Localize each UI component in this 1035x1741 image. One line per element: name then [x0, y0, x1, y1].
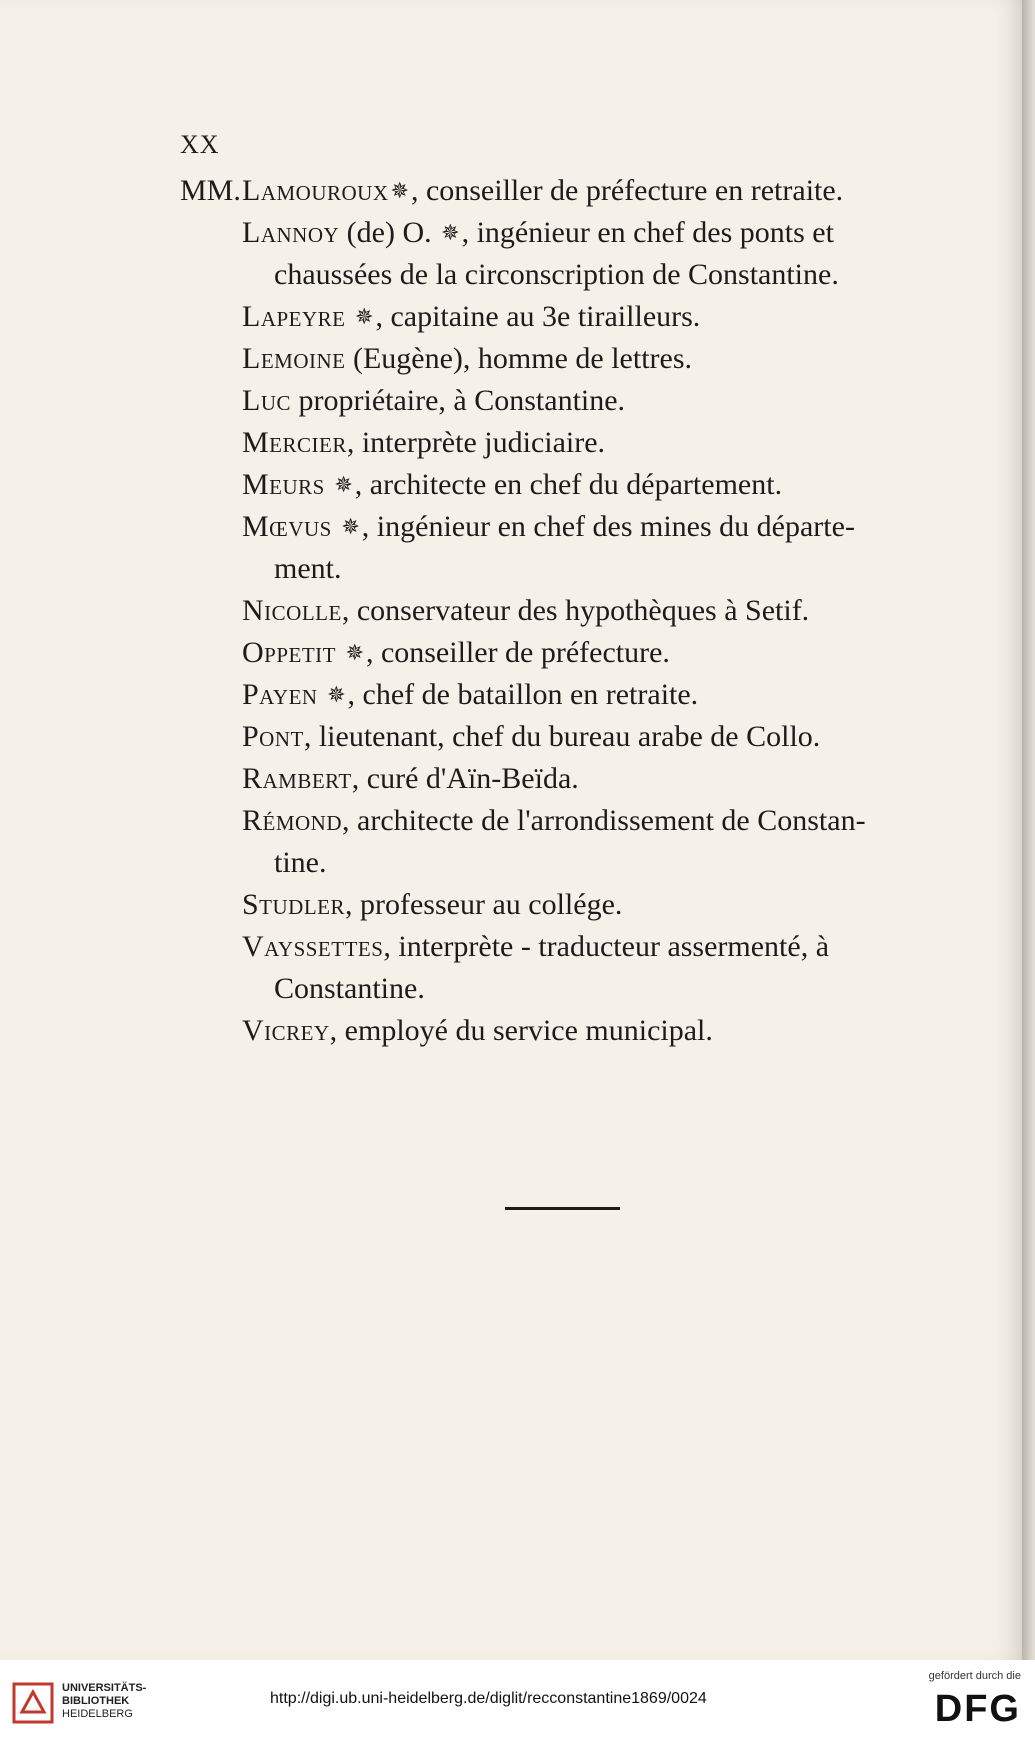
entry-text: , conservateur des hypothèques à Setif.: [341, 594, 810, 627]
viewer-footer: [0, 1660, 1035, 1741]
page-number: XX: [180, 130, 220, 159]
entry-name-suffix: [332, 510, 340, 543]
entry: [180, 758, 950, 800]
entry-text: , conseiller de préfecture.: [365, 636, 670, 669]
entry: [180, 716, 950, 758]
entry-text: , lieutenant, chef du bureau arabe de Collo.: [303, 720, 821, 753]
entry-prefix: MM.: [180, 174, 241, 207]
entry-text: , employé du service municipal.: [329, 1014, 713, 1047]
library-logo-icon: [12, 1682, 54, 1724]
entry-text: , chef de bataillon en retraite.: [347, 678, 699, 711]
entry-name: Lapeyre: [242, 300, 346, 333]
legion-honneur-star-icon: ✵: [441, 220, 460, 245]
entry-name-suffix: [346, 300, 354, 333]
library-name: [62, 1682, 146, 1721]
entry-name: Rambert: [242, 762, 352, 795]
entry: [180, 422, 950, 464]
entry: [180, 1010, 950, 1052]
entry: [180, 674, 950, 716]
entry-text: (Eugène), homme de lettres.: [345, 342, 693, 375]
entry: [180, 464, 950, 506]
entry: [180, 800, 950, 884]
entry-text: , architecte de l'arrondissement de Constan-: [342, 804, 866, 837]
library-line-1: UNIVERSITÄTS-: [62, 1682, 147, 1694]
entry: [180, 884, 950, 926]
entry-list: [180, 170, 950, 1052]
entry-name: Studler: [242, 888, 346, 921]
entry: [180, 212, 950, 296]
entry-name: Mœvus: [242, 510, 332, 543]
entry-name: Pont: [242, 720, 304, 753]
entry-name-suffix: [336, 636, 344, 669]
entry-name: Luc: [242, 384, 291, 417]
legion-honneur-star-icon: ✵: [345, 640, 364, 665]
library-line-2: BIBLIOTHEK: [62, 1695, 130, 1707]
entry-name-suffix: [318, 678, 326, 711]
entry-name: Vayssettes: [242, 930, 384, 963]
entry-name: Lemoine: [242, 342, 346, 375]
entry: [180, 506, 950, 590]
entry-continuation: Constantine.: [274, 972, 425, 1005]
entry-name-suffix: [325, 468, 333, 501]
entry-text: , capitaine au 3e tirailleurs.: [375, 300, 701, 333]
entry-text: propriétaire, à Constantine.: [291, 384, 626, 417]
entry-text: , interprète judiciaire.: [346, 426, 606, 459]
entry-text: , architecte en chef du département.: [354, 468, 783, 501]
permalink-url[interactable]: http://digi.ub.uni-heidelberg.de/diglit/recconstantine1869/0024: [270, 1690, 707, 1707]
entry-name: Meurs: [242, 468, 325, 501]
entry: [180, 338, 950, 380]
legion-honneur-star-icon: ✵: [327, 682, 346, 707]
entry: [180, 632, 950, 674]
entry-name: Oppetit: [242, 636, 336, 669]
legion-honneur-star-icon: ✵: [390, 178, 409, 203]
entry-name: Lannoy: [242, 216, 340, 249]
legion-honneur-star-icon: ✵: [341, 514, 360, 539]
funding-caption: gefördert durch die: [928, 1670, 1021, 1682]
entry: [180, 296, 950, 338]
entry-name: Lamouroux: [242, 174, 389, 207]
entry: [180, 380, 950, 422]
entry-continuation: tine.: [274, 846, 327, 879]
legion-honneur-star-icon: ✵: [355, 304, 374, 329]
entry-continuation: chaussées de la circonscription de Constantine.: [274, 258, 839, 291]
entry-text: , interprète - traducteur assermenté, à: [383, 930, 830, 963]
entry-text: , ingénieur en chef des ponts et: [461, 216, 834, 249]
entry: [180, 590, 950, 632]
entry-text: , ingénieur en chef des mines du départe-: [361, 510, 855, 543]
dfg-logo: DFG: [934, 1688, 1021, 1730]
page-edge: [1022, 0, 1035, 1660]
entry-name: Rémond: [242, 804, 343, 837]
entry: [180, 926, 950, 1010]
entry-name: Mercier: [242, 426, 347, 459]
entry-text: , curé d'Aïn-Beïda.: [351, 762, 579, 795]
entry-continuation: ment.: [274, 552, 342, 585]
entry-name: Vicrey: [242, 1014, 330, 1047]
library-line-3: HEIDELBERG: [62, 1708, 133, 1720]
section-rule: [505, 1207, 620, 1210]
entry-text: , conseiller de préfecture en retraite.: [410, 174, 844, 207]
entry: [180, 170, 950, 212]
entry-name-suffix: (de) O.: [339, 216, 440, 249]
entry-text: , professeur au collége.: [345, 888, 623, 921]
entry-name: Payen: [242, 678, 318, 711]
entry-name: Nicolle: [242, 594, 342, 627]
legion-honneur-star-icon: ✵: [334, 472, 353, 497]
